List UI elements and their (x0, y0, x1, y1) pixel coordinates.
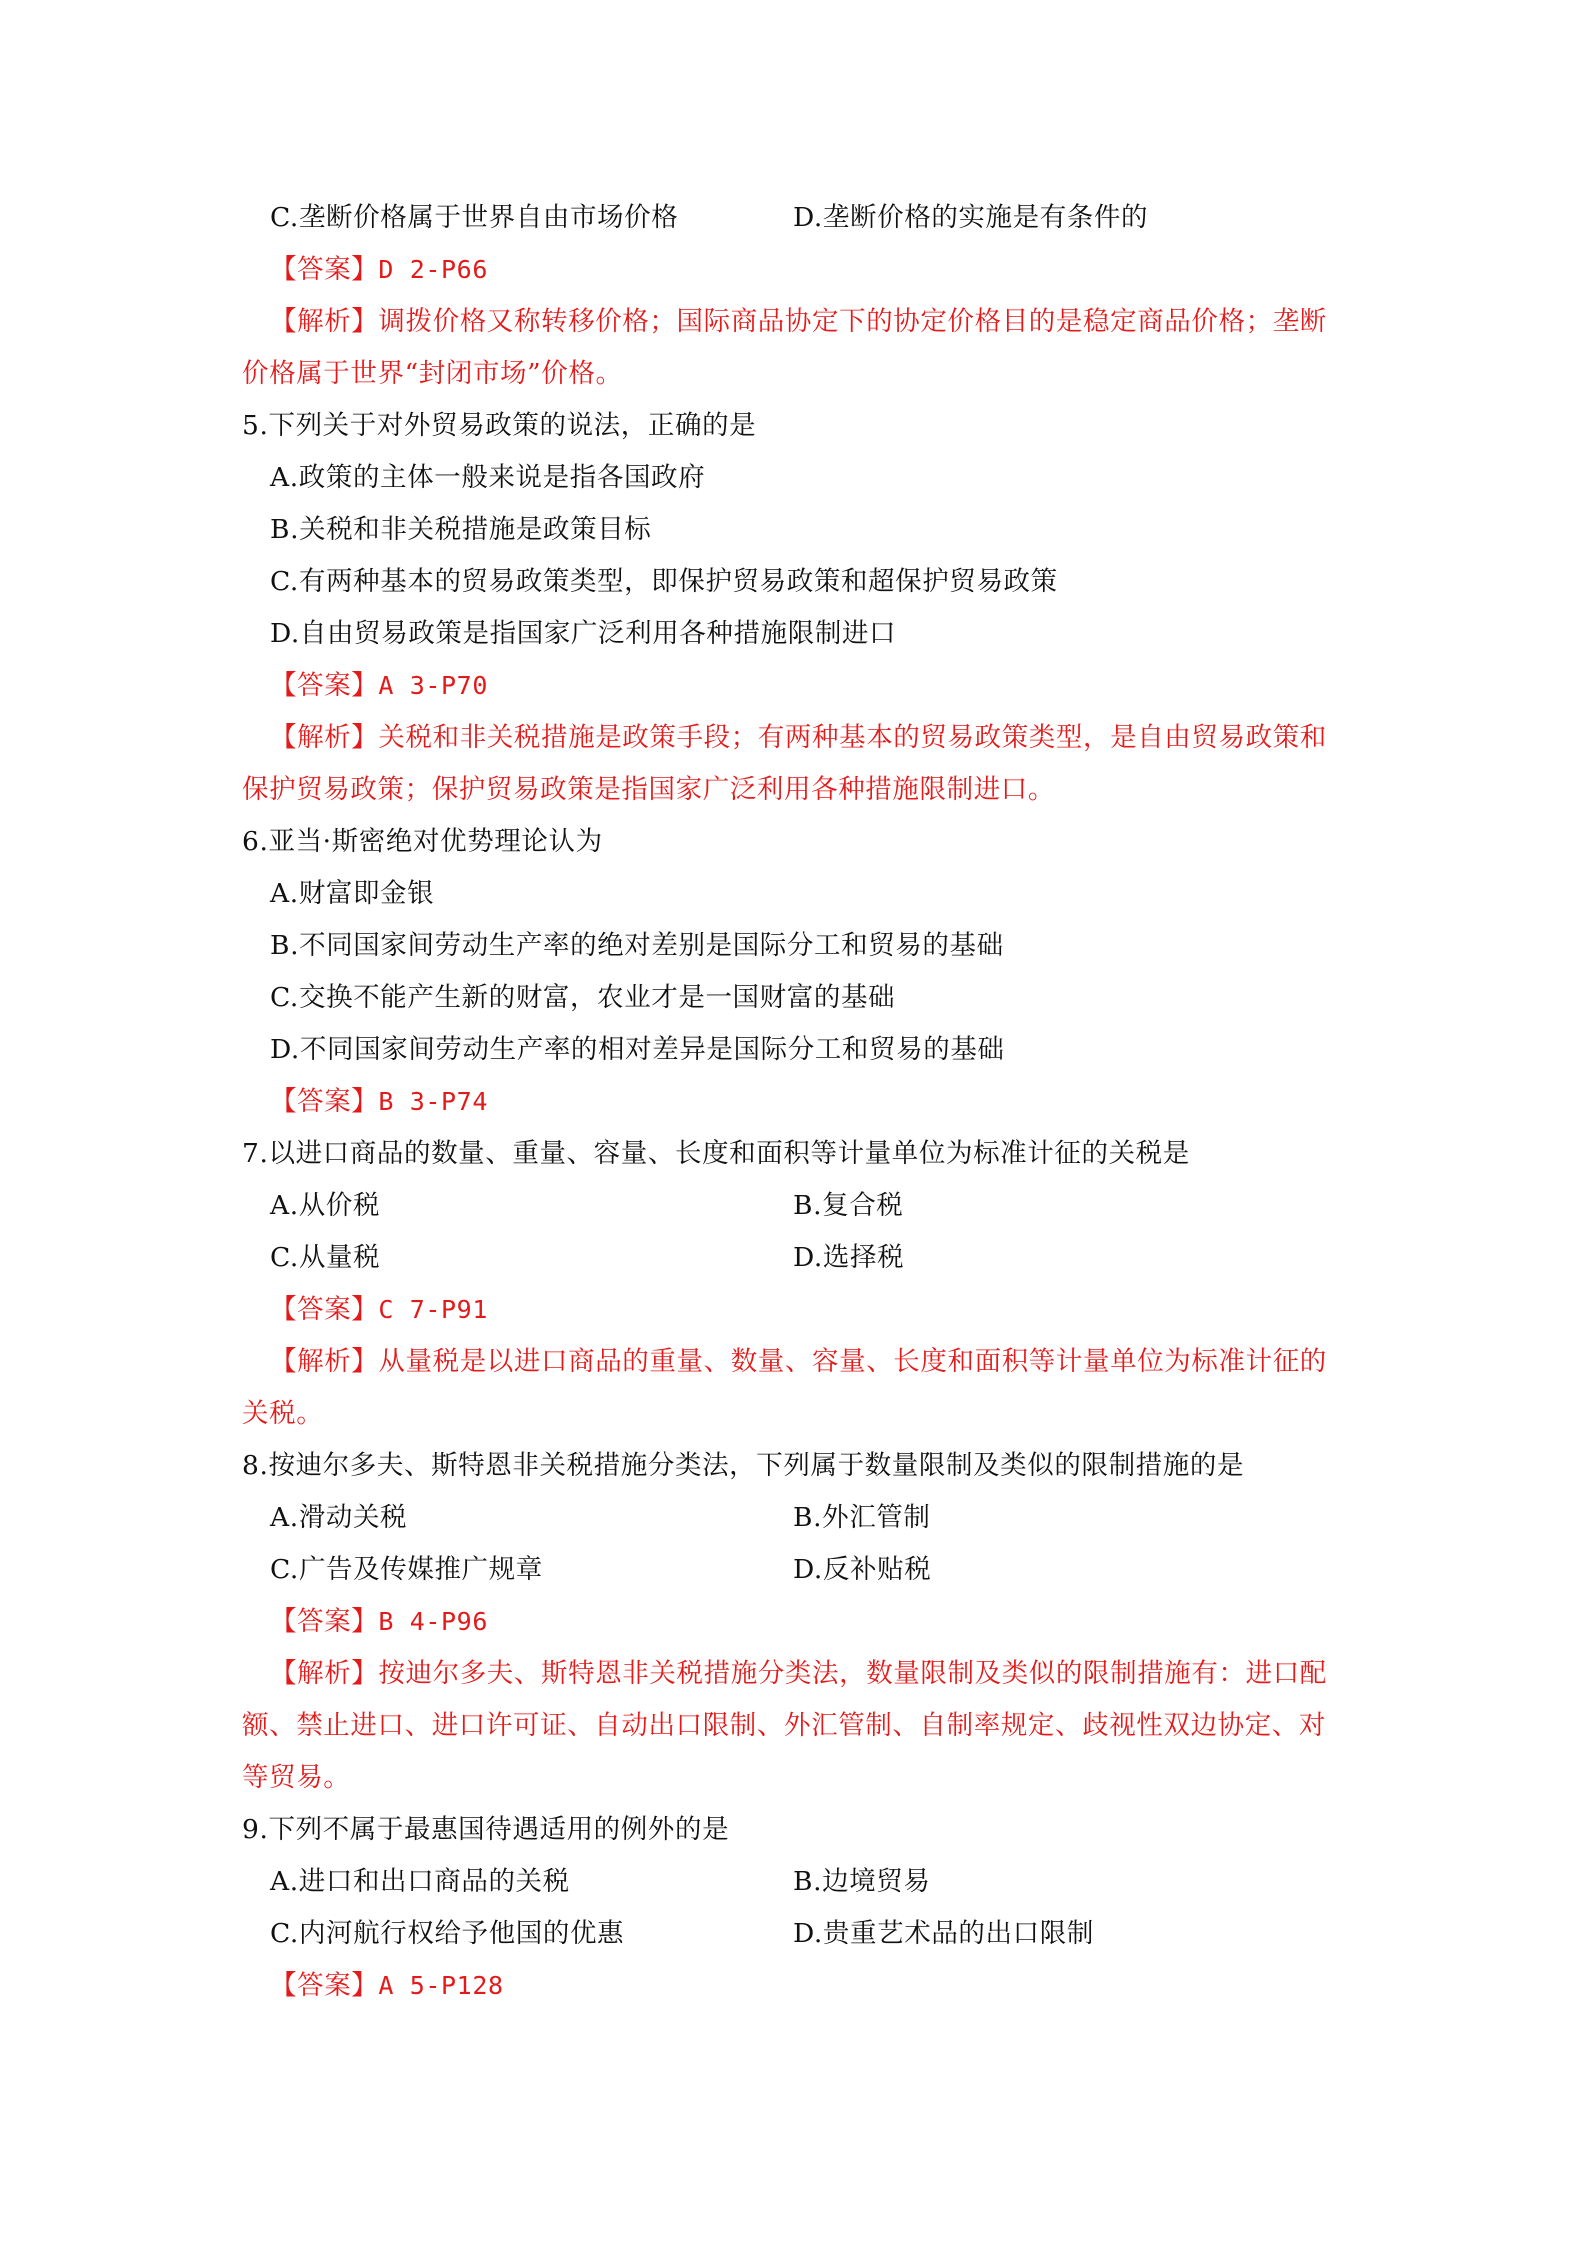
answer-tag: 【答案】 (270, 1294, 379, 1325)
answer-tag: 【答案】 (270, 254, 379, 285)
analysis-text: 调拨价格又称转移价格；国际商品协定下的协定价格目的是稳定商品价格；垄断 (378, 306, 1327, 337)
q4-option-c: C.垄断价格属于世界自由市场价格 (270, 202, 679, 233)
answer-tag: 【答案】 (270, 1086, 379, 1117)
analysis-text: 关税和非关税措施是政策手段；有两种基本的贸易政策类型，是自由贸易政策和 (378, 722, 1327, 753)
q9-option-b: B.边境贸易 (793, 1866, 931, 1897)
q8-option-b: B.外汇管制 (793, 1502, 931, 1533)
q9-stem: 9.下列不属于最惠国待遇适用的例外的是 (242, 1814, 730, 1845)
q4-analysis-line-2: 价格属于世界“封闭市场”价格。 (242, 358, 623, 389)
analysis-text: 按迪尔多夫、斯特恩非关税措施分类法，数量限制及类似的限制措施有：进口配 (378, 1658, 1327, 1689)
q7-analysis-line-2: 关税。 (242, 1398, 324, 1429)
q8-option-a: A.滑动关税 (270, 1502, 408, 1533)
q4-analysis-line-1 (270, 304, 1327, 340)
analysis-tag: 【解析】 (270, 306, 379, 337)
q8-answer (270, 1604, 488, 1640)
answer-value: B 3-P74 (378, 1087, 488, 1116)
q9-answer (270, 1968, 504, 2004)
q7-stem: 7.以进口商品的数量、重量、容量、长度和面积等计量单位为标准计征的关税是 (242, 1138, 1190, 1169)
answer-value: A 5-P128 (378, 1971, 504, 2000)
analysis-text: 从量税是以进口商品的重量、数量、容量、长度和面积等计量单位为标准计征的 (378, 1346, 1327, 1377)
q6-option-a: A.财富即金银 (270, 878, 435, 909)
q8-analysis-line-1 (270, 1656, 1327, 1692)
answer-value: B 4-P96 (378, 1607, 488, 1636)
q8-analysis-line-2: 额、禁止进口、进口许可证、自动出口限制、外汇管制、自制率规定、歧视性双边协定、对 (242, 1710, 1326, 1741)
q6-option-b: B.不同国家间劳动生产率的绝对差别是国际分工和贸易的基础 (270, 930, 1004, 961)
q6-option-c: C.交换不能产生新的财富，农业才是一国财富的基础 (270, 982, 896, 1013)
q5-option-d: D.自由贸易政策是指国家广泛利用各种措施限制进口 (270, 618, 897, 649)
analysis-tag: 【解析】 (270, 722, 379, 753)
q7-option-d: D.选择税 (793, 1242, 905, 1273)
q5-analysis-line-1 (270, 720, 1327, 756)
analysis-tag: 【解析】 (270, 1346, 379, 1377)
q8-option-d: D.反补贴税 (793, 1554, 932, 1585)
answer-value: C 7-P91 (378, 1295, 488, 1324)
answer-tag: 【答案】 (270, 1606, 379, 1637)
q5-stem: 5.下列关于对外贸易政策的说法，正确的是 (242, 410, 757, 441)
q8-option-c: C.广告及传媒推广规章 (270, 1554, 543, 1585)
q5-option-a: A.政策的主体一般来说是指各国政府 (270, 462, 706, 493)
q6-stem: 6.亚当·斯密绝对优势理论认为 (242, 826, 603, 857)
answer-value: A 3-P70 (378, 671, 488, 700)
q5-analysis-line-2: 保护贸易政策；保护贸易政策是指国家广泛利用各种措施限制进口。 (242, 774, 1055, 805)
q4-option-d: D.垄断价格的实施是有条件的 (793, 202, 1149, 233)
q8-stem: 8.按迪尔多夫、斯特恩非关税措施分类法，下列属于数量限制及类似的限制措施的是 (242, 1450, 1245, 1481)
q5-option-c: C.有两种基本的贸易政策类型，即保护贸易政策和超保护贸易政策 (270, 566, 1058, 597)
q6-answer (270, 1084, 488, 1120)
q6-option-d: D.不同国家间劳动生产率的相对差异是国际分工和贸易的基础 (270, 1034, 1005, 1065)
q7-analysis-line-1 (270, 1344, 1327, 1380)
q7-option-b: B.复合税 (793, 1190, 904, 1221)
q7-option-a: A.从价税 (270, 1190, 381, 1221)
q9-option-c: C.内河航行权给予他国的优惠 (270, 1918, 625, 1949)
answer-tag: 【答案】 (270, 1970, 379, 2001)
answer-tag: 【答案】 (270, 670, 379, 701)
q9-option-a: A.进口和出口商品的关税 (270, 1866, 570, 1897)
q7-option-c: C.从量税 (270, 1242, 381, 1273)
q5-option-b: B.关税和非关税措施是政策目标 (270, 514, 652, 545)
analysis-tag: 【解析】 (270, 1658, 379, 1689)
q5-answer (270, 668, 488, 704)
q8-analysis-line-3: 等贸易。 (242, 1762, 351, 1793)
answer-value: D 2-P66 (378, 255, 488, 284)
q4-answer (270, 252, 488, 288)
q9-option-d: D.贵重艺术品的出口限制 (793, 1918, 1094, 1949)
q7-answer (270, 1292, 488, 1328)
